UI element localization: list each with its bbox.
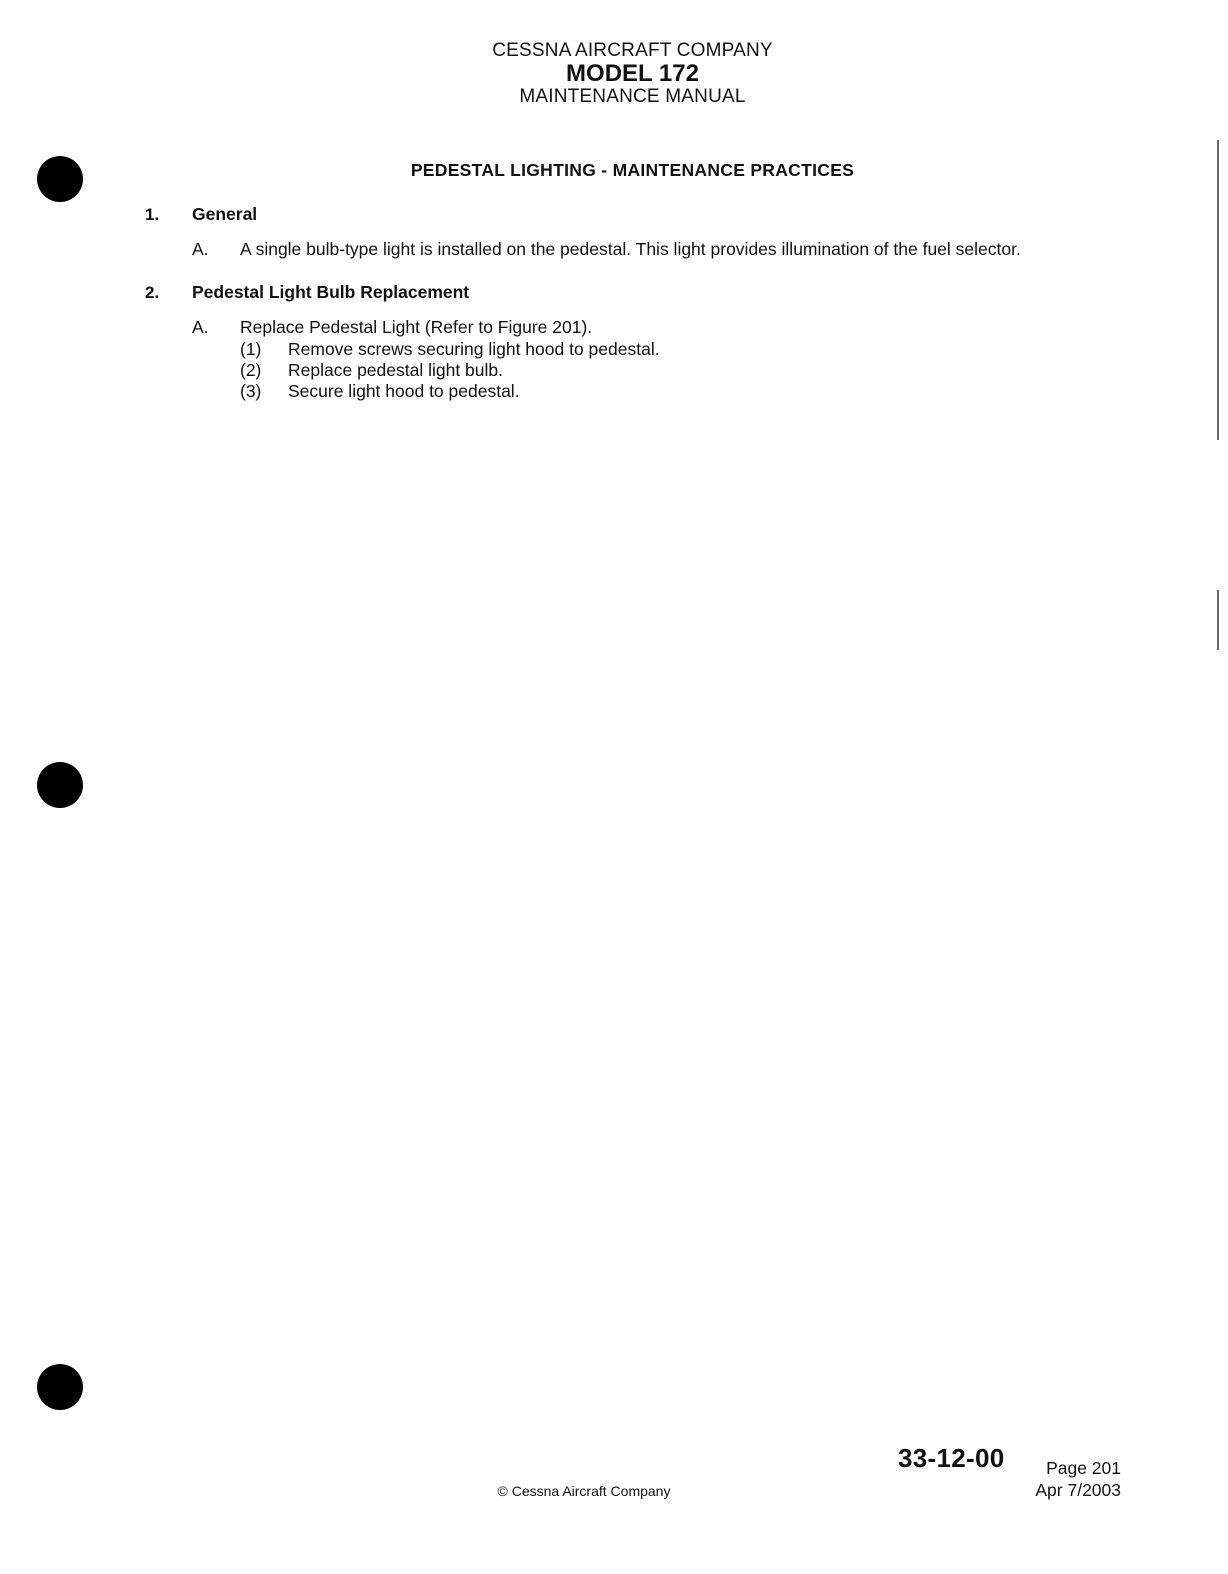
subparagraph-letter: A. xyxy=(192,239,209,259)
document-header xyxy=(0,40,1228,108)
paragraph-number: 1. xyxy=(145,205,160,224)
revision-date: Apr 7/2003 xyxy=(1035,1480,1121,1500)
change-bar xyxy=(1217,140,1219,440)
binder-hole-middle xyxy=(37,762,83,808)
step-text: Remove screws securing light hood to pedestal. xyxy=(288,339,660,359)
section-title: PEDESTAL LIGHTING - MAINTENANCE PRACTICES xyxy=(410,160,855,180)
paragraph-number: 2. xyxy=(145,283,160,302)
paragraph-heading: General xyxy=(192,204,258,224)
change-bar xyxy=(1217,590,1219,650)
model-name: MODEL 172 xyxy=(566,60,699,87)
subparagraph-letter: A. xyxy=(192,317,209,337)
chapter-section-code: 33-12-00 xyxy=(898,1443,1005,1473)
binder-hole-bottom xyxy=(37,1364,83,1410)
subparagraph-text: Replace Pedestal Light (Refer to Figure 201). xyxy=(240,317,593,337)
step-number: (1) xyxy=(240,339,262,359)
company-name: CESSNA AIRCRAFT COMPANY xyxy=(492,40,773,61)
step-text: Secure light hood to pedestal. xyxy=(288,381,520,401)
manual-name: MAINTENANCE MANUAL xyxy=(519,86,746,107)
step-number: (2) xyxy=(240,360,262,380)
subparagraph-text: A single bulb-type light is installed on the pedestal. This light provides illumination of the fuel selector. xyxy=(240,239,1021,259)
paragraph-heading: Pedestal Light Bulb Replacement xyxy=(192,282,470,302)
step-text: Replace pedestal light bulb. xyxy=(288,360,504,380)
step-number: (3) xyxy=(240,381,262,401)
page-number: Page 201 xyxy=(1046,1458,1121,1478)
copyright-notice: © Cessna Aircraft Company xyxy=(497,1483,671,1499)
